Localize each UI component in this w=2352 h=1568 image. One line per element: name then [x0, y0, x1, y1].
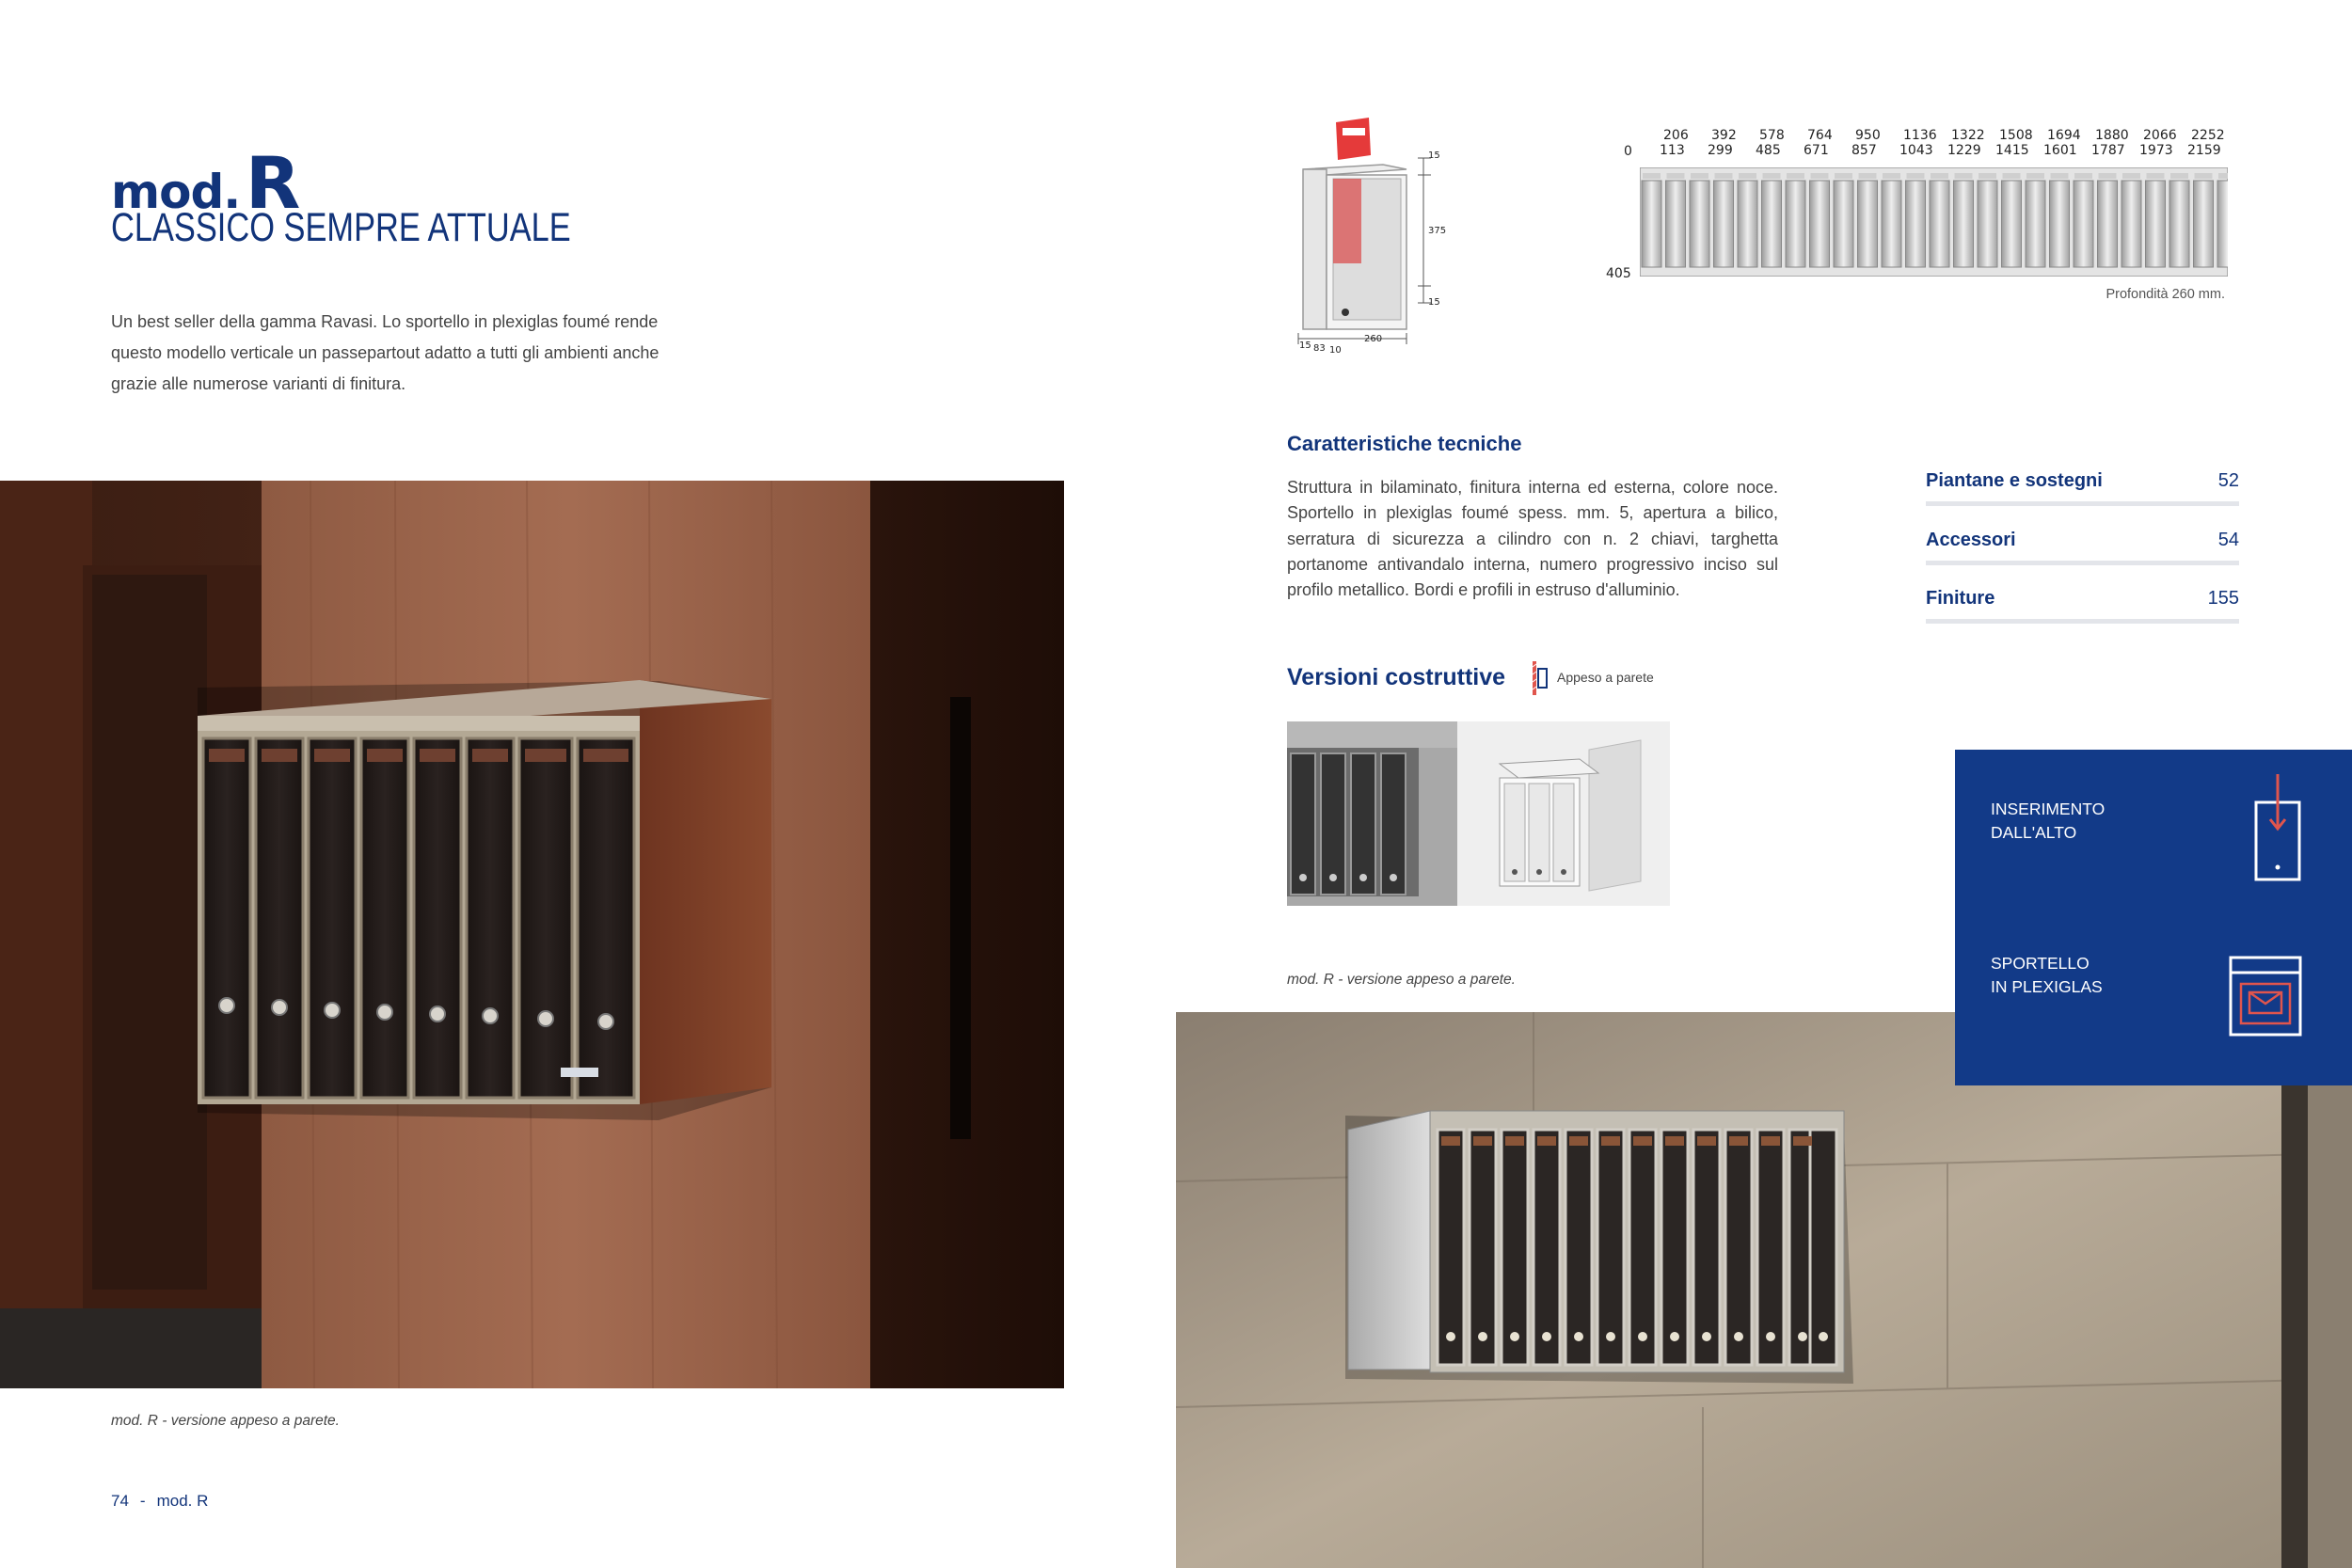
front-dim-lower-12: 2159	[2187, 143, 2221, 158]
front-dim-height: 405	[1606, 266, 1631, 281]
front-dim-upper-12: 2252	[2191, 128, 2225, 143]
feature-label-plexiglas-door: SPORTELLO IN PLEXIGLAS	[1991, 954, 2103, 996]
top-insert-icon	[2253, 774, 2302, 882]
ref-page: 52	[2217, 470, 2239, 491]
front-dim-origin: 0	[1624, 144, 1632, 159]
plexiglas-door-icon	[2228, 955, 2303, 1037]
side-dim-base-1: 15	[1299, 341, 1311, 351]
front-dim-upper-7: 1322	[1951, 128, 1985, 143]
front-dim-lower-5: 857	[1851, 143, 1877, 158]
side-dim-height: 375	[1428, 226, 1447, 236]
front-dim-lower-8: 1415	[1995, 143, 2029, 158]
mailbox-wall-photo	[0, 481, 1064, 1388]
left-photo-caption: mod. R - versione appeso a parete.	[111, 1413, 340, 1429]
version-drawing-wall	[1457, 721, 1670, 906]
ref-label: Piantane e sostegni	[1926, 470, 2103, 491]
front-dim-upper-2: 392	[1711, 128, 1737, 143]
versions-caption: mod. R - versione appeso a parete.	[1287, 972, 1516, 988]
features-panel	[1955, 750, 2352, 1085]
front-dim-lower-1: 113	[1660, 143, 1685, 158]
front-view-drawing	[1640, 167, 2228, 277]
page-footer	[111, 1492, 208, 1511]
footer-separator: -	[139, 1492, 146, 1510]
ref-page: 155	[2207, 588, 2239, 609]
front-dim-upper-4: 764	[1807, 128, 1833, 143]
front-dim-upper-8: 1508	[1999, 128, 2033, 143]
page-number: 74	[111, 1492, 129, 1510]
front-dim-lower-11: 1973	[2139, 143, 2173, 158]
ref-row-finiture[interactable]	[1926, 588, 2239, 624]
footer-model: mod. R	[156, 1492, 209, 1510]
front-dim-lower-3: 485	[1756, 143, 1781, 158]
wall-mount-icon	[1532, 661, 1549, 695]
ref-label: Finiture	[1926, 588, 1995, 609]
wall-mount-label: Appeso a parete	[1557, 670, 1654, 685]
ref-page: 54	[2217, 530, 2239, 550]
model-prefix: mod.	[111, 165, 241, 219]
side-dim-bottom: 15	[1428, 297, 1440, 308]
side-dim-top: 15	[1428, 150, 1440, 161]
front-dim-upper-11: 2066	[2143, 128, 2177, 143]
front-dim-lower-9: 1601	[2043, 143, 2077, 158]
side-dim-depth: 260	[1364, 334, 1383, 344]
mailbox-stone-wall-photo	[1176, 1012, 2352, 1568]
side-dim-base-2: 83	[1313, 343, 1326, 354]
model-letter: R	[245, 141, 299, 225]
version-photo-closeup	[1287, 721, 1457, 906]
side-dim-base-3: 10	[1329, 345, 1342, 356]
ref-label: Accessori	[1926, 530, 2016, 550]
front-dim-lower-6: 1043	[1899, 143, 1933, 158]
versions-title: Versioni costruttive	[1287, 664, 1506, 690]
front-dim-lower-4: 671	[1804, 143, 1829, 158]
intro-paragraph: Un best seller della gamma Ravasi. Lo sportello in plexiglas foumé rende questo modello verticale un passepartout adatto a tutti gli ambienti anche grazie alle numerose varianti di finitura.	[111, 312, 660, 393]
front-dim-upper-5: 950	[1855, 128, 1881, 143]
ref-row-accessori[interactable]	[1926, 530, 2239, 565]
front-dim-lower-7: 1229	[1947, 143, 1981, 158]
front-dim-upper-10: 1880	[2095, 128, 2129, 143]
front-dim-upper-9: 1694	[2047, 128, 2081, 143]
front-dim-upper-1: 206	[1663, 128, 1689, 143]
depth-note: Profondità 260 mm.	[2106, 287, 2225, 302]
front-dim-lower-10: 1787	[2091, 143, 2125, 158]
front-dim-lower-2: 299	[1708, 143, 1733, 158]
page-subtitle: CLASSICO SEMPRE ATTUALE	[111, 205, 571, 250]
specs-text: Struttura in bilaminato, finitura interna ed esterna, colore noce. Sportello in plexiglas foumé spess. mm. 5, apertura a bilico, serratura di sicurezza a cilindro con n. 2 chiavi, targhetta portanome antivandalo interna, numero progressivo inciso sul profilo metallico. Bordi e profili in estruso d'alluminio.	[1287, 478, 1778, 600]
front-dim-upper-3: 578	[1759, 128, 1785, 143]
front-dim-upper-6: 1136	[1903, 128, 1937, 143]
feature-label-top-insert: INSERIMENTO DALL'ALTO	[1991, 800, 2106, 842]
ref-row-piantane[interactable]	[1926, 470, 2239, 506]
specs-title: Caratteristiche tecniche	[1287, 432, 1522, 455]
